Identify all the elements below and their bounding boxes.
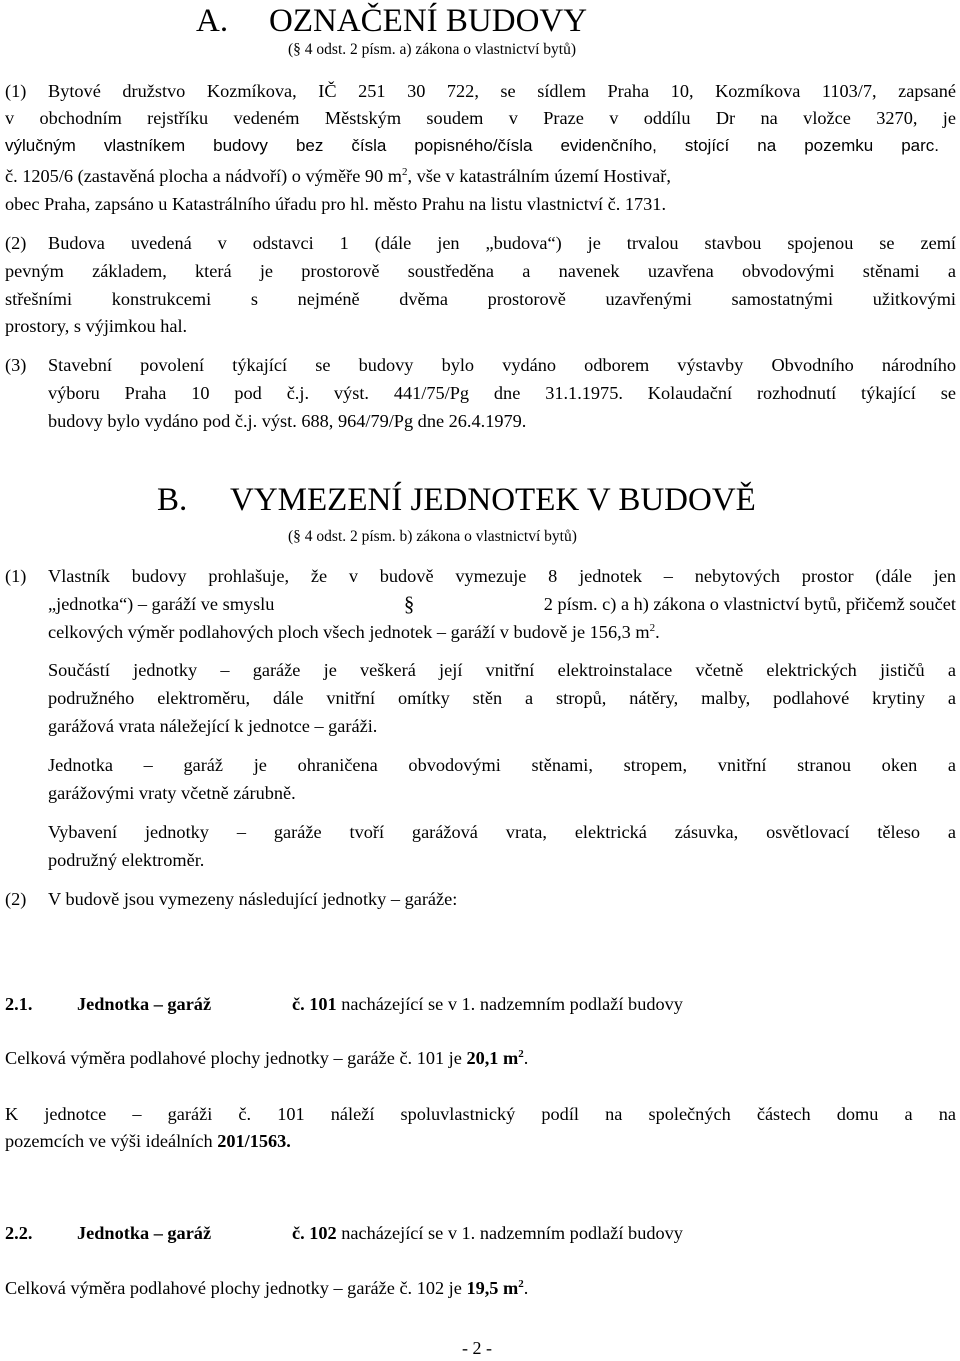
paragraph-line: výlučným vlastníkem budovy bez čísla popisného/čísla evidenčního, stojící na pozemku parc. [5, 136, 939, 155]
paragraph-line: garážovými vraty včetně zárubně. [48, 783, 296, 803]
section-a-title: OZNAČENÍ BUDOVY [269, 3, 588, 39]
superscript: 2 [649, 622, 656, 634]
paragraph-line: Stavební povolení týkající se budovy bylo vydáno odborem výstavby Obvodního národního [48, 355, 956, 375]
paragraph-line: v obchodním rejstříku vedeném Městským soudem v Praze v oddílu Dr na vložce 3270, je [5, 108, 956, 128]
paragraph-number: (1) [5, 566, 27, 586]
unit-share-value: 201/1563. [217, 1131, 291, 1151]
unit-id: č. 102 [292, 1223, 337, 1243]
unit-share-line [5, 1130, 291, 1152]
section-a-subtitle: (§ 4 odst. 2 písm. a) zákona o vlastnictví bytů) [288, 41, 576, 58]
paragraph-line [5, 165, 671, 187]
paragraph-line: obec Praha, zapsáno u Katastrálního úřadu pro hl. město Prahu na listu vlastnictví č. 1731. [5, 194, 667, 214]
unit-label: Jednotka – garáž [77, 994, 212, 1014]
paragraph-line: střešními konstrukcemi s nejméně dvěma prostorově uzavřenými samostatnými užitkovými [5, 289, 956, 309]
unit-area-value: 20,1 m [466, 1048, 519, 1068]
unit-area-line [5, 1047, 528, 1069]
section-a-letter: A. [196, 3, 229, 39]
paragraph-line: Bytové družstvo Kozmíkova, IČ 251 30 722, se sídlem Praha 10, Kozmíkova 1103/7, zapsané [48, 81, 956, 101]
unit-area-text: Celková výměra podlahové plochy jednotky – garáže č. 101 je [5, 1048, 467, 1068]
paragraph-line: Vybavení jednotky – garáže tvoří garážová vrata, elektrická zásuvka, osvětlovací těleso a [48, 822, 956, 842]
unit-area-text: Celková výměra podlahové plochy jednotky – garáže č. 102 je [5, 1278, 467, 1298]
paragraph-number: (2) [5, 889, 27, 909]
section-b-heading [157, 481, 756, 519]
superscript: 2 [518, 1048, 524, 1060]
unit-heading [5, 993, 683, 1015]
paragraph-number: (1) [5, 81, 27, 101]
paragraph-line: Vlastník budovy prohlašuje, že v budově vymezuje 8 jednotek – nebytových prostor (dále jen [48, 566, 956, 586]
unit-area-value: 19,5 m [466, 1278, 519, 1298]
unit-number: 2.2. [5, 1223, 33, 1243]
section-b-title: VYMEZENÍ JEDNOTEK V BUDOVĚ [230, 482, 756, 518]
unit-id: č. 101 [292, 994, 337, 1014]
unit-location: nacházející se v 1. nadzemním podlaží budovy [336, 1223, 683, 1243]
unit-heading [5, 1222, 683, 1244]
line-text: č. 1205/6 (zastavěná plocha a nádvoří) o výměře 90 m [5, 166, 402, 186]
section-sign: § [403, 592, 415, 616]
unit-label: Jednotka – garáž [77, 1223, 212, 1243]
unit-share-line: K jednotce – garáži č. 101 náleží spoluvlastnický podíl na společných částech domu a na [5, 1104, 956, 1124]
paragraph-line: Jednotka – garáž je ohraničena obvodovými stěnami, stropem, vnitřní stranou oken a [48, 755, 956, 775]
line-text: . [523, 1278, 529, 1298]
line-text: 2 písm. c) a h) zákona o vlastnictví bytů, přičemž součet [539, 594, 956, 614]
paragraph-line: Součástí jednotky – garáže je veškerá její vnitřní elektroinstalace včetně elektrických jističů a [48, 660, 956, 680]
unit-area-line [5, 1277, 528, 1299]
section-a-heading [196, 2, 587, 40]
paragraph-line: budovy bylo vydáno pod č.j. výst. 688, 964/79/Pg dne 26.4.1979. [48, 411, 527, 431]
line-text: „jednotka“) – garáží ve smyslu [48, 594, 279, 614]
paragraph-number: (3) [5, 355, 27, 375]
unit-number: 2.1. [5, 994, 33, 1014]
paragraph-line: výboru Praha 10 pod č.j. výst. 441/75/Pg dne 31.1.1975. Kolaudační rozhodnutí týkající se [48, 383, 956, 403]
superscript: 2 [518, 1278, 524, 1290]
unit-location: nacházející se v 1. nadzemním podlaží budovy [336, 994, 683, 1014]
superscript: 2 [401, 166, 408, 178]
paragraph-line [48, 621, 660, 643]
line-text: . [655, 622, 660, 642]
paragraph-line: Budova uvedená v odstavci 1 (dále jen „budova“) je trvalou stavbou spojenou se zemí [48, 233, 956, 253]
line-text: pozemcích ve výši ideálních [5, 1131, 218, 1151]
paragraph-line [48, 593, 956, 615]
section-b-subtitle: (§ 4 odst. 2 písm. b) zákona o vlastnictví bytů) [288, 528, 577, 545]
paragraph-line: V budově jsou vymezeny následující jednotky – garáže: [48, 889, 458, 909]
paragraph-line: podružného elektroměru, dále vnitřní omítky stěn a stropů, nátěry, malby, podlahové krytiny a [48, 688, 956, 708]
paragraph-number: (2) [5, 233, 27, 253]
line-text: celkových výměr podlahových ploch všech jednotek – garáží v budově je 156,3 m [48, 622, 650, 642]
paragraph-line: garážová vrata náležející k jednotce – garáži. [48, 716, 378, 736]
line-text: . [523, 1048, 529, 1068]
paragraph-line: podružný elektroměr. [48, 850, 205, 870]
paragraph-line: pevným základem, která je prostorově soustředěna a navenek uzavřena obvodovými stěnami a [5, 261, 956, 281]
section-b-letter: B. [157, 482, 188, 518]
page-number: - 2 - [462, 1338, 492, 1358]
paragraph-line: prostory, s výjimkou hal. [5, 316, 188, 336]
line-text: , vše v katastrálním území Hostivař, [407, 166, 671, 186]
